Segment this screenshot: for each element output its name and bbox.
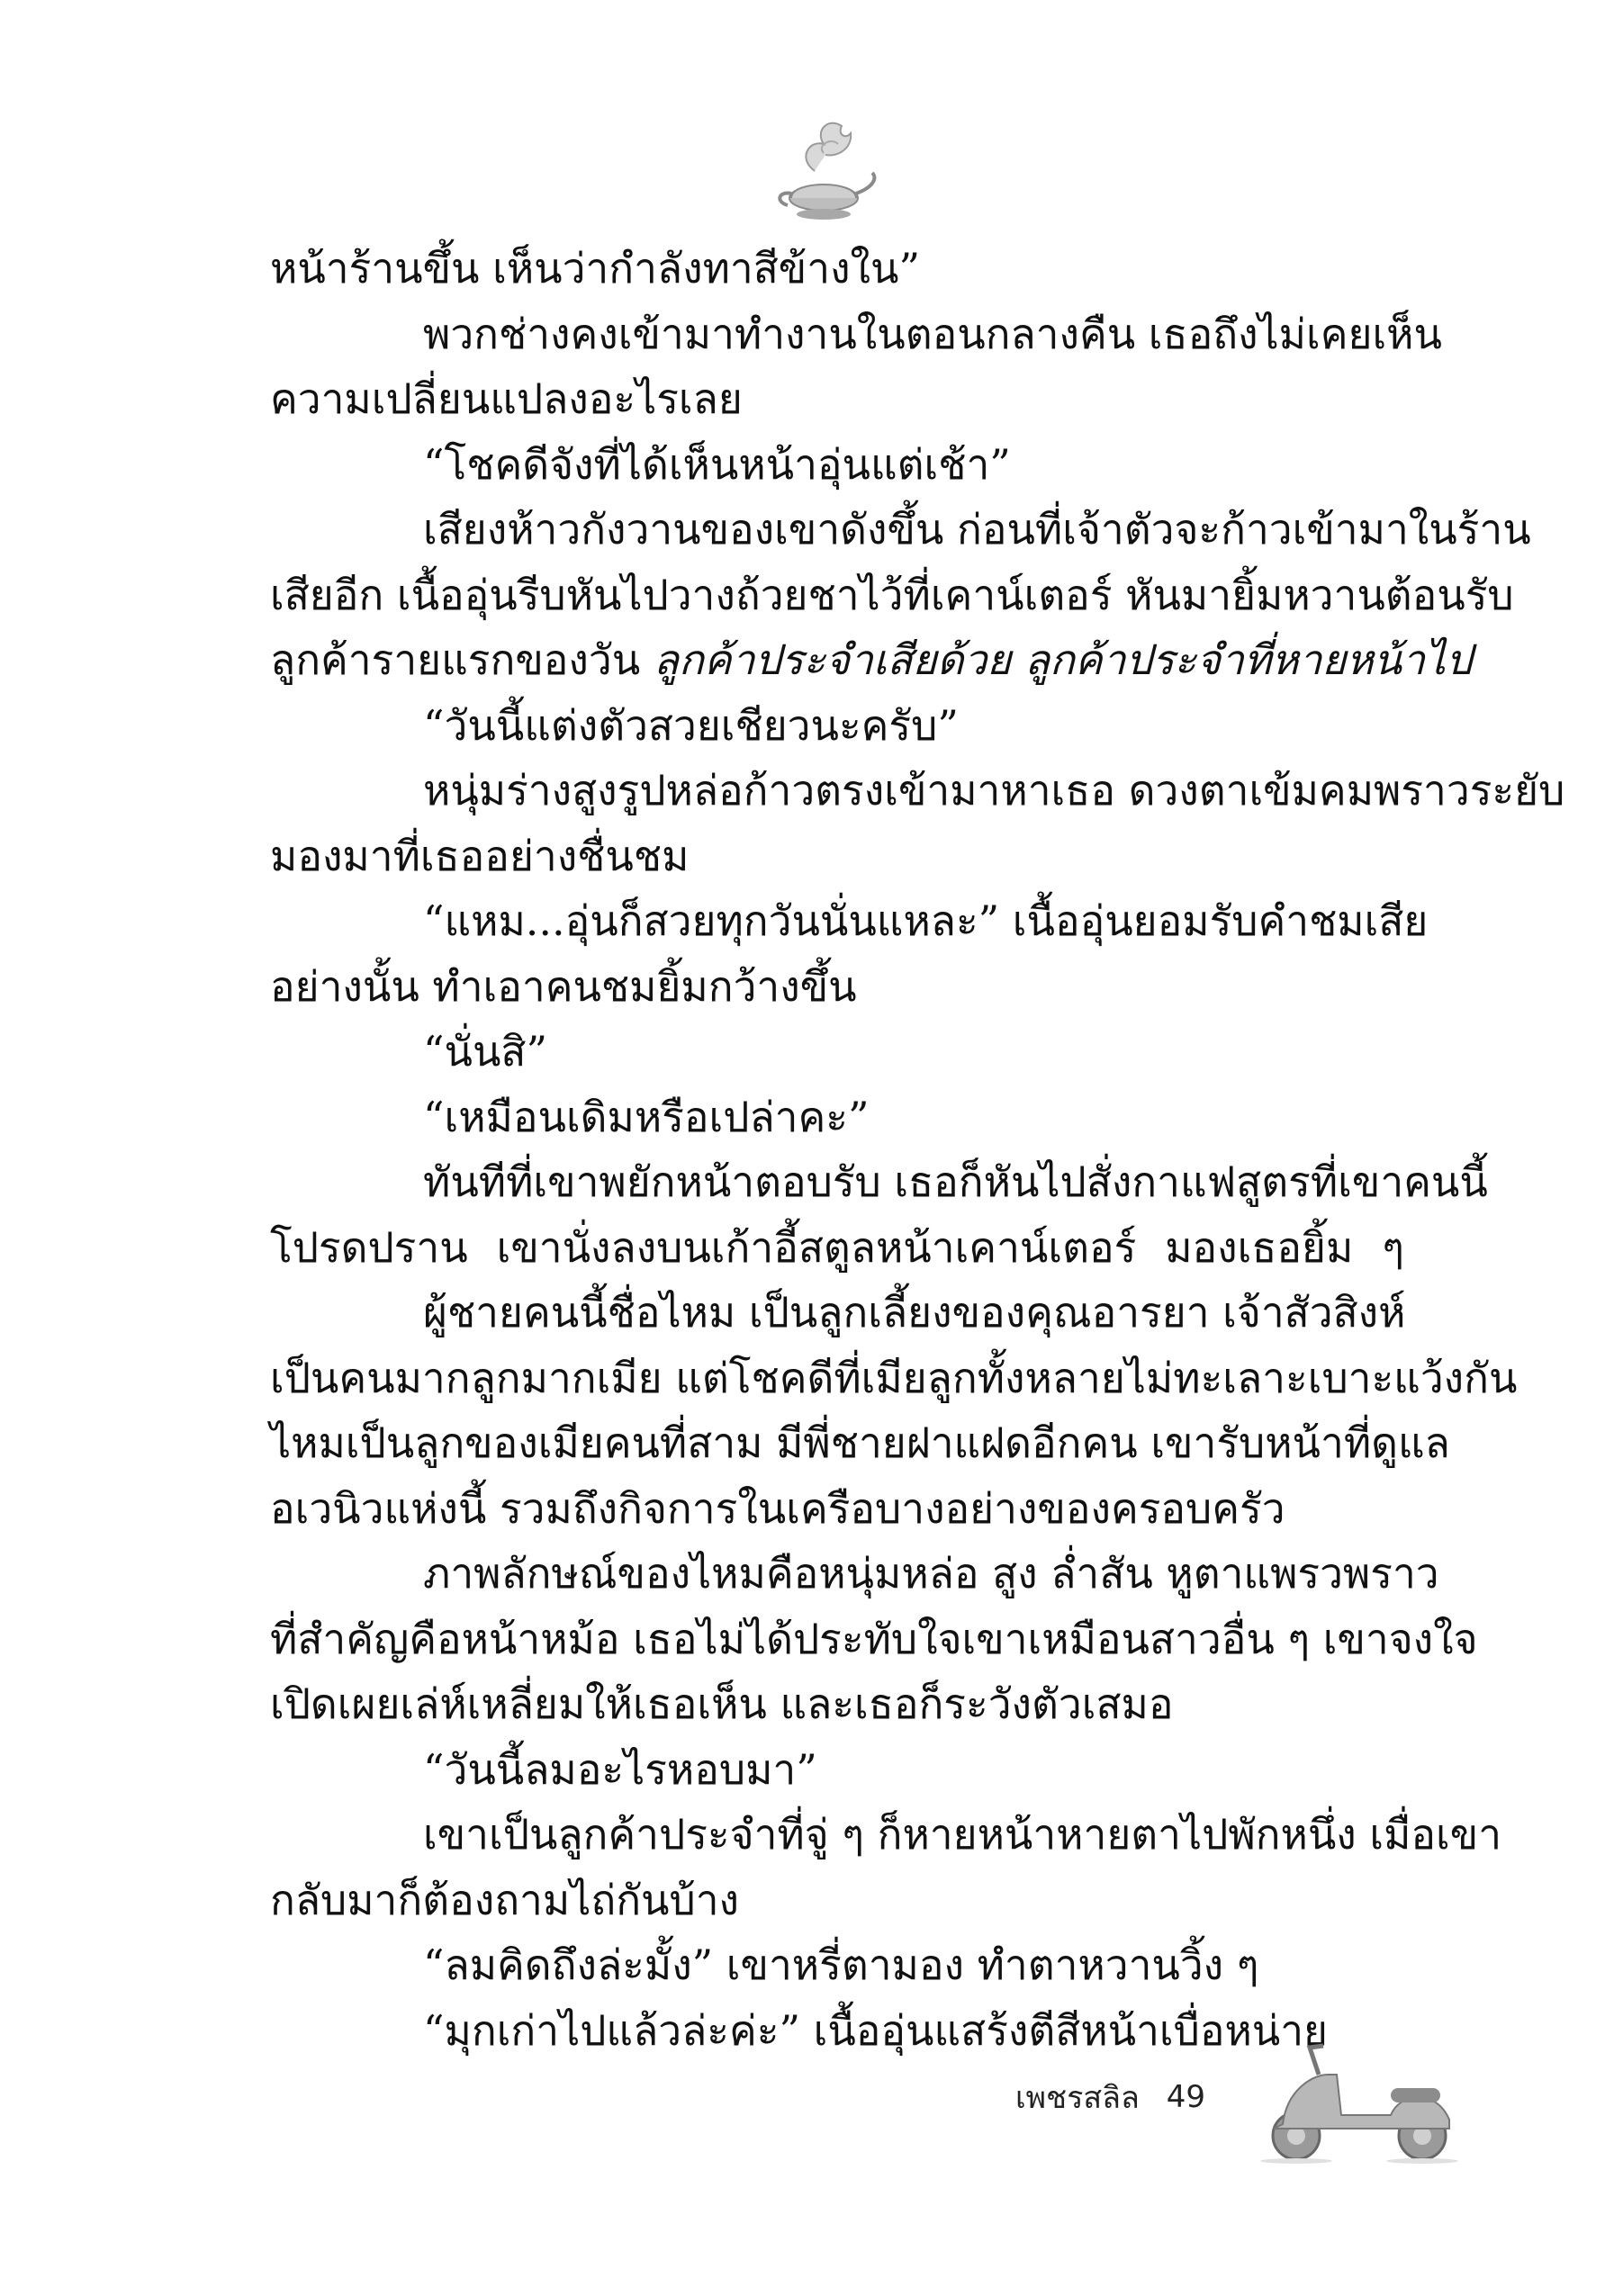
- text-line-content: มองมาที่เธออย่างชื่นชม: [270, 831, 690, 880]
- text-line: [270, 1607, 1478, 1672]
- text-line: [270, 497, 1531, 563]
- page-number: 49: [1166, 2079, 1206, 2115]
- text-line-content: โปรดปราน เขานั่งลงบนเก้าอี้สตูลหน้าเคาน์เตอร์ มองเธอยิ้ม ๆ: [270, 1222, 1404, 1272]
- text-line-content: เสียอีก เนื้ออุ่นรีบหันไปวางถ้วยชาไว้ที่เคาน์เตอร์ หันมายิ้มหวานต้อนรับ: [270, 570, 1514, 619]
- italic-phrase: ลูกค้าประจำเสียด้วย ลูกค้าประจำที่หายหน้าไป: [653, 635, 1473, 684]
- text-line-content: “วันนี้ลมอะไรหอบมา”: [423, 1744, 817, 1794]
- text-line-content: “เหมือนเดิมหรือเปล่าคะ”: [423, 1092, 870, 1141]
- text-line-content: ภาพลักษณ์ของไหมคือหนุ่มหล่อ สูง ล่ำสัน หูตาแพรวพราว: [423, 1549, 1439, 1598]
- text-line-content: ผู้ชายคนนี้ชื่อไหม เป็นลูกเลี้ยงของคุณอารยา เจ้าสัวสิงห์: [423, 1288, 1406, 1337]
- text-line: [270, 1149, 1488, 1215]
- text-line: [270, 1998, 1404, 2064]
- text-line: [270, 1410, 1450, 1476]
- text-line: [270, 954, 1404, 1020]
- text-line-content: หนุ่มร่างสูงรูปหล่อก้าวตรงเข้ามาหาเธอ ดวงตาเข้มคมพราวระยับ: [423, 766, 1565, 815]
- text-line-content: “นั่นสิ”: [423, 1027, 547, 1076]
- text-line-content: กลับมาก็ต้องถามไถ่กันบ้าง: [270, 1875, 739, 1924]
- text-line-content: “ลมคิดถึงล่ะมั้ง” เขาหรี่ตามอง ทำตาหวานวิ้ง ๆ: [423, 1940, 1259, 1989]
- text-line: [270, 236, 1404, 302]
- text-line-content: ที่สำคัญคือหน้าหม้อ เธอไม่ได้ประทับใจเขาเหมือนสาวอื่น ๆ เขาจงใจ: [270, 1614, 1478, 1663]
- text-line: [270, 1671, 1404, 1737]
- text-line: [270, 1932, 1404, 1998]
- text-line-content: พวกช่างคงเข้ามาทำงานในตอนกลางคืน เธอถึงไม่เคยเห็น: [423, 309, 1442, 358]
- text-line-content: อย่างนั้น ทำเอาคนชมยิ้มกว้างขึ้น: [270, 961, 857, 1011]
- text-line: [270, 1346, 1518, 1411]
- text-line-content: อเวนิวแห่งนี้ รวมถึงกิจการในเครือบางอย่างของครอบครัว: [270, 1483, 1285, 1533]
- text-line: [270, 1215, 1404, 1281]
- text-line: [270, 1802, 1502, 1868]
- text-line-content: “โชคดีจังที่ได้เห็นหน้าอุ่นแต่เช้า”: [423, 439, 1011, 489]
- text-line: [270, 888, 1429, 954]
- text-line: [270, 302, 1442, 367]
- teapot-steam-icon: [761, 108, 887, 234]
- text-line-content: “มุกเก่าไปแล้วล่ะค่ะ” เนื้ออุ่นแสร้งตีสีหน้าเบื่อหน่าย: [423, 2005, 1329, 2055]
- text-line: [270, 1085, 1404, 1150]
- text-line-content: เสียงห้าวกังวานของเขาดังขึ้น ก่อนที่เจ้าตัวจะก้าวเข้ามาในร้าน: [423, 505, 1531, 554]
- text-line-content: ลูกค้ารายแรกของวัน: [270, 635, 654, 684]
- text-line: [270, 1019, 1404, 1085]
- page-footer: [1015, 2061, 1205, 2133]
- text-line: [270, 1868, 1404, 1933]
- text-line-content: ความเปลี่ยนแปลงอะไรเลย: [270, 374, 743, 423]
- scooter-icon: [1256, 2039, 1463, 2165]
- text-line: [270, 627, 1473, 693]
- text-line: [270, 432, 1404, 498]
- text-line: [270, 563, 1514, 628]
- text-line-content: เป็นคนมากลูกมากเมีย แต่โชคดีที่เมียลูกทั้งหลายไม่ทะเลาะเบาะแว้งกัน: [270, 1353, 1518, 1402]
- text-line: [270, 693, 1404, 759]
- text-line-content: หน้าร้านขึ้น เห็นว่ากำลังทาสีข้างใน”: [270, 244, 920, 293]
- body-text: [270, 236, 1565, 2063]
- text-line: [270, 366, 1404, 432]
- text-line-content: ทันทีที่เขาพยักหน้าตอบรับ เธอก็หันไปสั่งกาแฟสูตรที่เขาคนนี้: [423, 1157, 1488, 1206]
- text-line-content: “วันนี้แต่งตัวสวยเชียวนะครับ”: [423, 700, 959, 750]
- text-line: [270, 1541, 1439, 1607]
- footer-author: เพชรสลิล: [1015, 2080, 1140, 2116]
- text-line: [270, 1476, 1404, 1542]
- text-line-content: ไหมเป็นลูกของเมียคนที่สาม มีพี่ชายฝาแฝดอีกคน เขารับหน้าที่ดูแล: [270, 1418, 1450, 1467]
- text-line-content: เขาเป็นลูกค้าประจำที่จู่ ๆ ก็หายหน้าหายตาไปพักหนึ่ง เมื่อเขา: [423, 1810, 1502, 1859]
- text-line: [270, 824, 1404, 889]
- text-line: [270, 1280, 1404, 1346]
- text-line-content: เปิดเผยเล่ห์เหลี่ยมให้เธอเห็น และเธอก็ระวังตัวเสมอ: [270, 1679, 1174, 1728]
- text-line: [270, 1737, 1404, 1803]
- text-line-content: “แหม...อุ่นก็สวยทุกวันนั่นแหละ” เนื้ออุ่นยอมรับคำชมเสีย: [423, 896, 1429, 945]
- text-line: [270, 758, 1565, 824]
